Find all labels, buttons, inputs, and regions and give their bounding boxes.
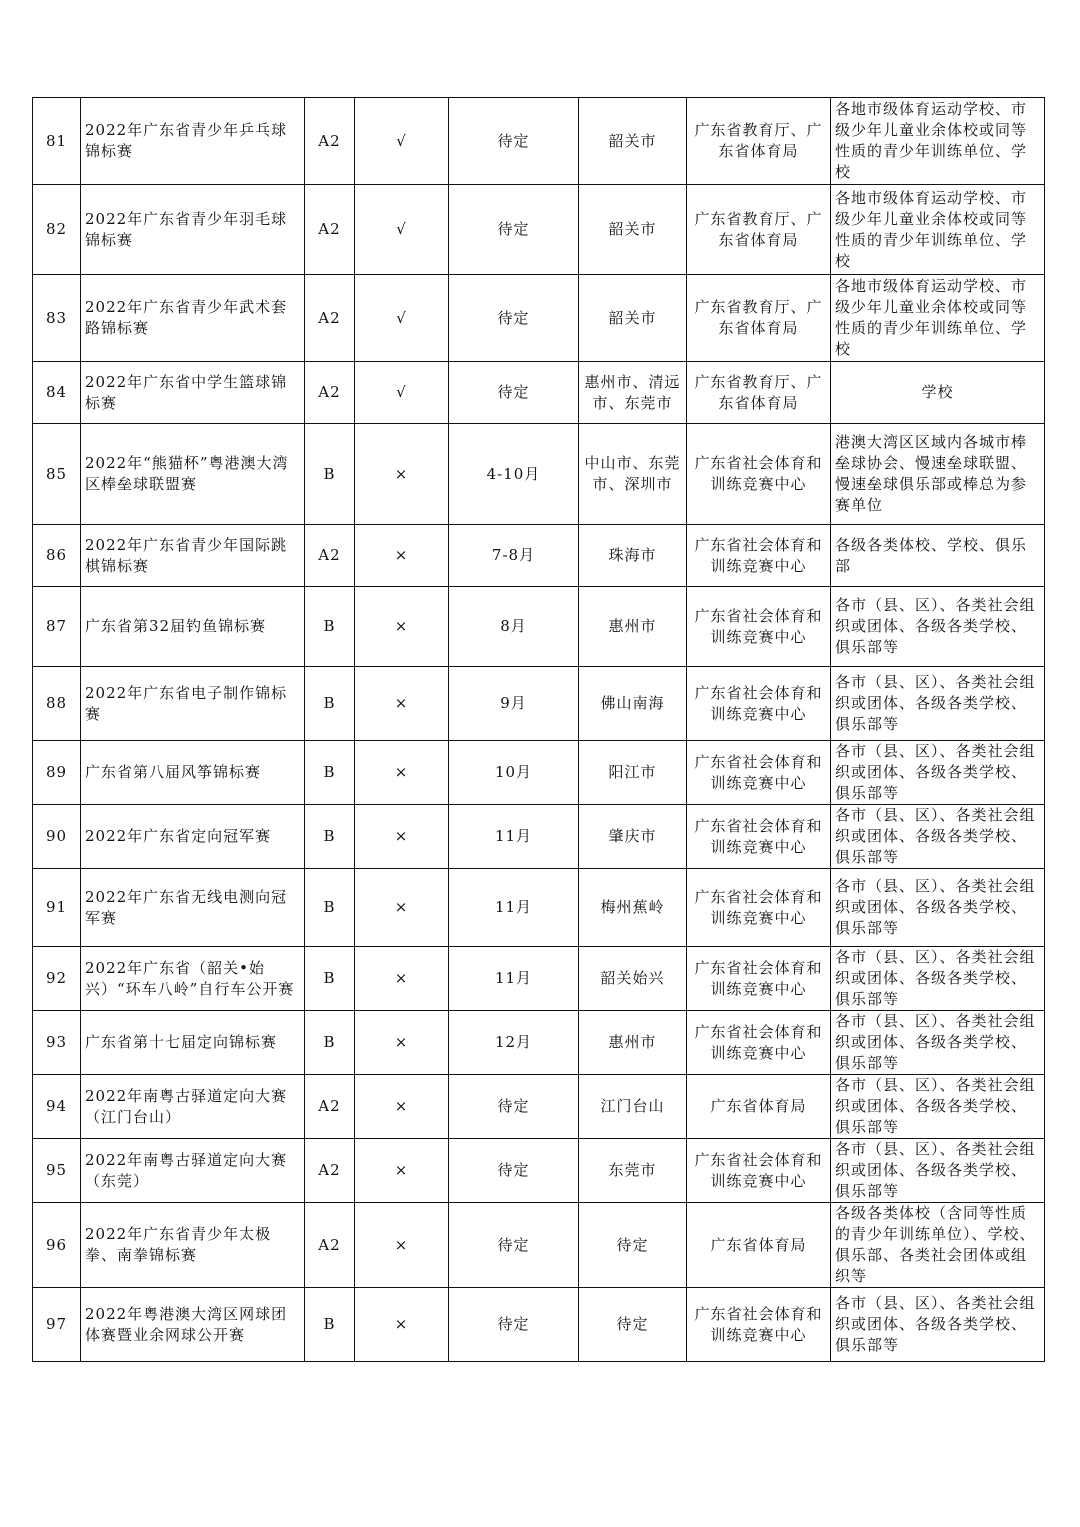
event-city: 梅州蕉岭	[579, 869, 687, 947]
event-time: 待定	[449, 185, 579, 275]
row-number: 94	[33, 1075, 81, 1139]
event-organizer: 广东省社会体育和训练竞赛中心	[687, 424, 831, 525]
event-city: 肇庆市	[579, 805, 687, 869]
table-row	[33, 1011, 1045, 1075]
table-row	[33, 1288, 1045, 1362]
event-flag: ×	[355, 1203, 449, 1288]
event-grade: A2	[305, 362, 355, 424]
event-participants: 港澳大湾区区域内各城市棒垒球协会、慢速垒球联盟、慢速垒球俱乐部或棒总为参赛单位	[831, 424, 1045, 525]
event-name: 2022年广东省电子制作锦标赛	[81, 667, 305, 741]
event-city: 待定	[579, 1203, 687, 1288]
event-city: 待定	[579, 1288, 687, 1362]
event-participants: 各市（县、区）、各类社会组织或团体、各级各类学校、俱乐部等	[831, 947, 1045, 1011]
row-number: 97	[33, 1288, 81, 1362]
event-participants: 各市（县、区）、各类社会组织或团体、各级各类学校、俱乐部等	[831, 1011, 1045, 1075]
event-time: 待定	[449, 1075, 579, 1139]
event-flag: ×	[355, 424, 449, 525]
row-number: 93	[33, 1011, 81, 1075]
event-city: 珠海市	[579, 525, 687, 587]
event-organizer: 广东省教育厅、广东省体育局	[687, 275, 831, 362]
table-body	[33, 98, 1045, 1362]
event-city: 韶关始兴	[579, 947, 687, 1011]
event-time: 11月	[449, 869, 579, 947]
event-name: 广东省第32届钓鱼锦标赛	[81, 587, 305, 667]
row-number: 86	[33, 525, 81, 587]
event-participants: 各市（县、区）、各类社会组织或团体、各级各类学校、俱乐部等	[831, 667, 1045, 741]
event-city: 阳江市	[579, 741, 687, 805]
event-name: 广东省第十七届定向锦标赛	[81, 1011, 305, 1075]
row-number: 85	[33, 424, 81, 525]
event-organizer: 广东省社会体育和训练竞赛中心	[687, 947, 831, 1011]
event-flag: ×	[355, 1011, 449, 1075]
event-participants: 各市（县、区）、各类社会组织或团体、各级各类学校、俱乐部等	[831, 587, 1045, 667]
row-number: 92	[33, 947, 81, 1011]
event-time: 7-8月	[449, 525, 579, 587]
event-city: 韶关市	[579, 275, 687, 362]
event-time: 4-10月	[449, 424, 579, 525]
event-organizer: 广东省体育局	[687, 1203, 831, 1288]
row-number: 84	[33, 362, 81, 424]
event-grade: A2	[305, 525, 355, 587]
table-row	[33, 1203, 1045, 1288]
event-participants: 各市（县、区）、各类社会组织或团体、各级各类学校、俱乐部等	[831, 741, 1045, 805]
event-flag: √	[355, 275, 449, 362]
table-row	[33, 1075, 1045, 1139]
event-organizer: 广东省教育厅、广东省体育局	[687, 362, 831, 424]
event-grade: B	[305, 1011, 355, 1075]
event-grade: B	[305, 741, 355, 805]
event-name: 2022年广东省青少年武术套路锦标赛	[81, 275, 305, 362]
event-participants: 各地市级体育运动学校、市级少年儿童业余体校或同等性质的青少年训练单位、学校	[831, 275, 1045, 362]
event-participants: 各级各类体校（含同等性质的青少年训练单位）、学校、俱乐部、各类社会团体或组织等	[831, 1203, 1045, 1288]
event-participants: 各市（县、区）、各类社会组织或团体、各级各类学校、俱乐部等	[831, 1075, 1045, 1139]
event-flag: ×	[355, 805, 449, 869]
event-organizer: 广东省社会体育和训练竞赛中心	[687, 869, 831, 947]
event-name: 2022年广东省青少年国际跳棋锦标赛	[81, 525, 305, 587]
event-name: 2022年南粤古驿道定向大赛（东莞）	[81, 1139, 305, 1203]
row-number: 81	[33, 98, 81, 185]
event-name: 2022年广东省青少年乒乓球锦标赛	[81, 98, 305, 185]
event-name: 2022年广东省无线电测向冠军赛	[81, 869, 305, 947]
event-city: 江门台山	[579, 1075, 687, 1139]
event-grade: B	[305, 424, 355, 525]
event-grade: A2	[305, 275, 355, 362]
event-city: 佛山南海	[579, 667, 687, 741]
event-grade: B	[305, 1288, 355, 1362]
event-name: 2022年广东省（韶关•始兴）“环车八岭”自行车公开赛	[81, 947, 305, 1011]
event-name: 2022年广东省青少年羽毛球锦标赛	[81, 185, 305, 275]
row-number: 96	[33, 1203, 81, 1288]
row-number: 95	[33, 1139, 81, 1203]
event-flag: √	[355, 362, 449, 424]
event-grade: B	[305, 587, 355, 667]
events-table	[32, 97, 1045, 1362]
event-time: 待定	[449, 98, 579, 185]
event-time: 待定	[449, 1203, 579, 1288]
table-row	[33, 1139, 1045, 1203]
table-row	[33, 362, 1045, 424]
row-number: 83	[33, 275, 81, 362]
table-row	[33, 275, 1045, 362]
event-flag: ×	[355, 1075, 449, 1139]
event-flag: ×	[355, 1288, 449, 1362]
table-row	[33, 587, 1045, 667]
event-time: 待定	[449, 362, 579, 424]
table-row	[33, 185, 1045, 275]
event-time: 待定	[449, 1288, 579, 1362]
event-city: 惠州市	[579, 1011, 687, 1075]
event-participants: 各市（县、区）、各类社会组织或团体、各级各类学校、俱乐部等	[831, 1288, 1045, 1362]
event-flag: ×	[355, 587, 449, 667]
event-participants: 各级各类体校、学校、俱乐部	[831, 525, 1045, 587]
event-participants: 各市（县、区）、各类社会组织或团体、各级各类学校、俱乐部等	[831, 869, 1045, 947]
event-city: 中山市、东莞市、深圳市	[579, 424, 687, 525]
event-organizer: 广东省体育局	[687, 1075, 831, 1139]
table-row	[33, 947, 1045, 1011]
event-time: 11月	[449, 947, 579, 1011]
event-grade: A2	[305, 185, 355, 275]
event-name: 2022年广东省中学生篮球锦标赛	[81, 362, 305, 424]
event-organizer: 广东省社会体育和训练竞赛中心	[687, 525, 831, 587]
event-organizer: 广东省社会体育和训练竞赛中心	[687, 587, 831, 667]
event-name: 2022年广东省青少年太极拳、南拳锦标赛	[81, 1203, 305, 1288]
row-number: 90	[33, 805, 81, 869]
row-number: 82	[33, 185, 81, 275]
event-time: 8月	[449, 587, 579, 667]
event-city: 韶关市	[579, 185, 687, 275]
event-participants: 各地市级体育运动学校、市级少年儿童业余体校或同等性质的青少年训练单位、学校	[831, 185, 1045, 275]
event-city: 韶关市	[579, 98, 687, 185]
event-organizer: 广东省教育厅、广东省体育局	[687, 98, 831, 185]
event-organizer: 广东省社会体育和训练竞赛中心	[687, 805, 831, 869]
event-grade: A2	[305, 1139, 355, 1203]
event-name: 2022年粤港澳大湾区网球团体赛暨业余网球公开赛	[81, 1288, 305, 1362]
row-number: 88	[33, 667, 81, 741]
event-grade: A2	[305, 1075, 355, 1139]
event-time: 待定	[449, 275, 579, 362]
event-city: 惠州市、清远市、东莞市	[579, 362, 687, 424]
table-row	[33, 667, 1045, 741]
event-participants: 各地市级体育运动学校、市级少年儿童业余体校或同等性质的青少年训练单位、学校	[831, 98, 1045, 185]
event-organizer: 广东省社会体育和训练竞赛中心	[687, 1288, 831, 1362]
event-grade: B	[305, 947, 355, 1011]
table-row	[33, 805, 1045, 869]
event-grade: B	[305, 667, 355, 741]
event-participants: 各市（县、区）、各类社会组织或团体、各级各类学校、俱乐部等	[831, 1139, 1045, 1203]
event-flag: √	[355, 185, 449, 275]
row-number: 89	[33, 741, 81, 805]
event-grade: B	[305, 869, 355, 947]
table-row	[33, 424, 1045, 525]
event-name: 2022年“熊猫杯”粤港澳大湾区棒垒球联盟赛	[81, 424, 305, 525]
event-time: 12月	[449, 1011, 579, 1075]
table-row	[33, 525, 1045, 587]
event-grade: A2	[305, 98, 355, 185]
event-grade: B	[305, 805, 355, 869]
event-organizer: 广东省社会体育和训练竞赛中心	[687, 741, 831, 805]
row-number: 91	[33, 869, 81, 947]
event-name: 广东省第八届风筝锦标赛	[81, 741, 305, 805]
event-organizer: 广东省社会体育和训练竞赛中心	[687, 1139, 831, 1203]
event-grade: A2	[305, 1203, 355, 1288]
event-flag: ×	[355, 667, 449, 741]
event-flag: √	[355, 98, 449, 185]
event-time: 10月	[449, 741, 579, 805]
event-name: 2022年广东省定向冠军赛	[81, 805, 305, 869]
event-organizer: 广东省社会体育和训练竞赛中心	[687, 667, 831, 741]
table-row	[33, 741, 1045, 805]
event-flag: ×	[355, 1139, 449, 1203]
event-city: 惠州市	[579, 587, 687, 667]
event-flag: ×	[355, 869, 449, 947]
event-time: 11月	[449, 805, 579, 869]
event-time: 待定	[449, 1139, 579, 1203]
event-time: 9月	[449, 667, 579, 741]
event-organizer: 广东省教育厅、广东省体育局	[687, 185, 831, 275]
table-row	[33, 869, 1045, 947]
row-number: 87	[33, 587, 81, 667]
event-city: 东莞市	[579, 1139, 687, 1203]
event-organizer: 广东省社会体育和训练竞赛中心	[687, 1011, 831, 1075]
table-row	[33, 98, 1045, 185]
event-participants: 学校	[831, 362, 1045, 424]
event-name: 2022年南粤古驿道定向大赛（江门台山）	[81, 1075, 305, 1139]
event-flag: ×	[355, 947, 449, 1011]
event-flag: ×	[355, 741, 449, 805]
event-flag: ×	[355, 525, 449, 587]
event-participants: 各市（县、区）、各类社会组织或团体、各级各类学校、俱乐部等	[831, 805, 1045, 869]
